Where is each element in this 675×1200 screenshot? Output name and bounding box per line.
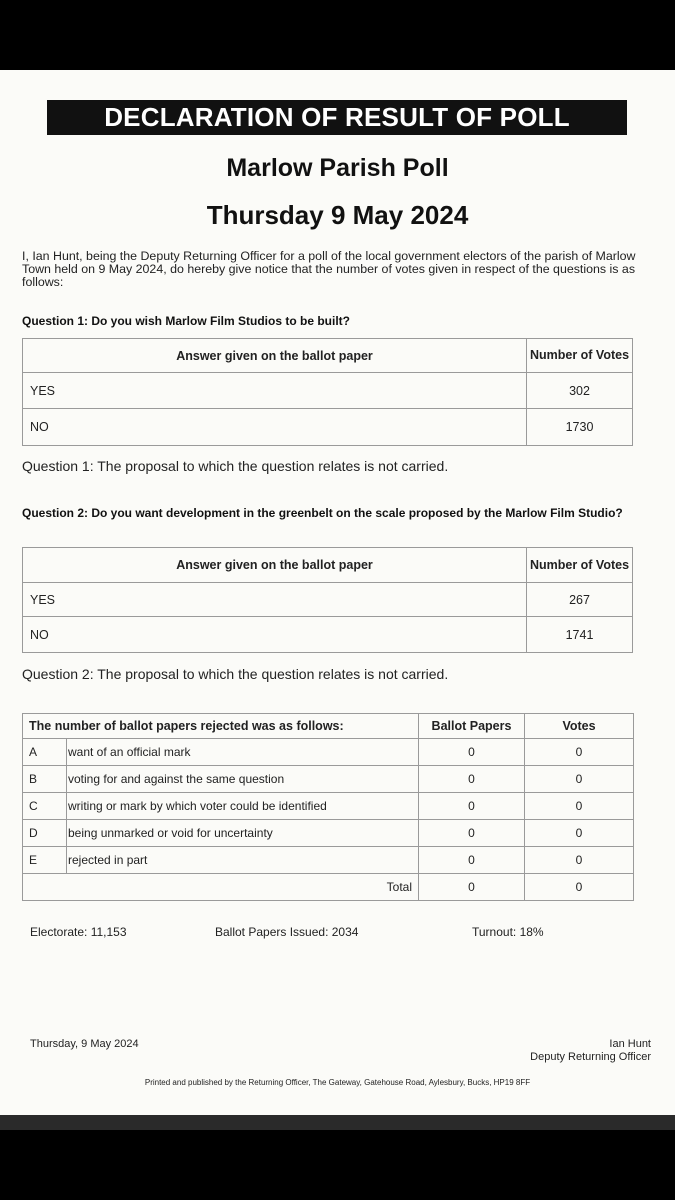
reason-code: B bbox=[23, 766, 67, 793]
total-label: Total bbox=[23, 874, 419, 901]
answer-column-header: Answer given on the ballot paper bbox=[23, 339, 527, 373]
ballot-papers-cell: 0 bbox=[419, 739, 525, 766]
table-header-row bbox=[23, 548, 633, 583]
table-row bbox=[23, 793, 634, 820]
document-page bbox=[0, 70, 675, 1115]
ballot-papers-issued: Ballot Papers Issued: 2034 bbox=[215, 925, 359, 939]
declaration-title: DECLARATION OF RESULT OF POLL bbox=[47, 100, 627, 135]
turnout: Turnout: 18% bbox=[472, 925, 544, 939]
reason-code: D bbox=[23, 820, 67, 847]
rejected-heading: The number of ballot papers rejected was as follows: bbox=[23, 714, 419, 739]
total-row bbox=[23, 874, 634, 901]
question-2-title: Question 2: Do you want development in the greenbelt on the scale proposed by the Marlow Film Studio? bbox=[22, 506, 623, 520]
question-2-results-table bbox=[22, 547, 633, 653]
reason-text: rejected in part bbox=[67, 847, 419, 874]
votes-cell: 0 bbox=[525, 847, 634, 874]
rejected-ballots-table bbox=[22, 713, 634, 901]
imprint: Printed and published by the Returning Officer, The Gateway, Gatehouse Road, Aylesbury, Bucks, HP19 8FF bbox=[144, 1078, 531, 1087]
votes-cell: 267 bbox=[527, 583, 633, 617]
total-votes: 0 bbox=[525, 874, 634, 901]
votes-cell: 302 bbox=[527, 373, 633, 409]
table-row bbox=[23, 739, 634, 766]
votes-column-header: Number of Votes bbox=[527, 339, 633, 373]
table-row bbox=[23, 583, 633, 617]
electorate: Electorate: 11,153 bbox=[30, 925, 127, 939]
question-1-results-table bbox=[22, 338, 633, 446]
votes-cell: 0 bbox=[525, 793, 634, 820]
table-row bbox=[23, 409, 633, 446]
table-header-row bbox=[23, 714, 634, 739]
answer-cell: YES bbox=[23, 583, 527, 617]
table-row bbox=[23, 617, 633, 653]
table-row bbox=[23, 766, 634, 793]
votes-cell: 1741 bbox=[527, 617, 633, 653]
bottom-bar bbox=[0, 1115, 675, 1130]
votes-cell: 1730 bbox=[527, 409, 633, 446]
table-row bbox=[23, 820, 634, 847]
reason-code: C bbox=[23, 793, 67, 820]
votes-cell: 0 bbox=[525, 739, 634, 766]
answer-cell: NO bbox=[23, 617, 527, 653]
table-header-row bbox=[23, 339, 633, 373]
answer-cell: YES bbox=[23, 373, 527, 409]
poll-name: Marlow Parish Poll bbox=[226, 154, 449, 182]
reason-code: E bbox=[23, 847, 67, 874]
footer-date: Thursday, 9 May 2024 bbox=[30, 1038, 139, 1050]
answer-cell: NO bbox=[23, 409, 527, 446]
total-ballot-papers: 0 bbox=[419, 874, 525, 901]
table-row bbox=[23, 373, 633, 409]
intro-paragraph: I, Ian Hunt, being the Deputy Returning Officer for a poll of the local government electors of the parish of Marlow Town held on 9 May 2024, do hereby give notice that the number of votes given in respect of the questions is as follows: bbox=[22, 249, 636, 289]
reason-text: being unmarked or void for uncertainty bbox=[67, 820, 419, 847]
poll-date: Thursday 9 May 2024 bbox=[206, 200, 469, 230]
ballot-papers-cell: 0 bbox=[419, 820, 525, 847]
reason-text: voting for and against the same question bbox=[67, 766, 419, 793]
ballot-papers-cell: 0 bbox=[419, 847, 525, 874]
votes-cell: 0 bbox=[525, 766, 634, 793]
ballot-papers-cell: 0 bbox=[419, 793, 525, 820]
officer-role: Deputy Returning Officer bbox=[530, 1051, 651, 1063]
table-row bbox=[23, 847, 634, 874]
reason-code: A bbox=[23, 739, 67, 766]
question-1-title: Question 1: Do you wish Marlow Film Studios to be built? bbox=[22, 314, 351, 328]
reason-text: writing or mark by which voter could be identified bbox=[67, 793, 419, 820]
ballot-papers-cell: 0 bbox=[419, 766, 525, 793]
officer-name: Ian Hunt bbox=[609, 1038, 651, 1050]
votes-column-header: Number of Votes bbox=[527, 548, 633, 583]
votes-column-header: Votes bbox=[525, 714, 634, 739]
question-1-result: Question 1: The proposal to which the question relates is not carried. bbox=[22, 458, 449, 474]
question-2-result: Question 2: The proposal to which the question relates is not carried. bbox=[22, 666, 449, 682]
reason-text: want of an official mark bbox=[67, 739, 419, 766]
ballot-papers-column-header: Ballot Papers bbox=[419, 714, 525, 739]
votes-cell: 0 bbox=[525, 820, 634, 847]
answer-column-header: Answer given on the ballot paper bbox=[23, 548, 527, 583]
